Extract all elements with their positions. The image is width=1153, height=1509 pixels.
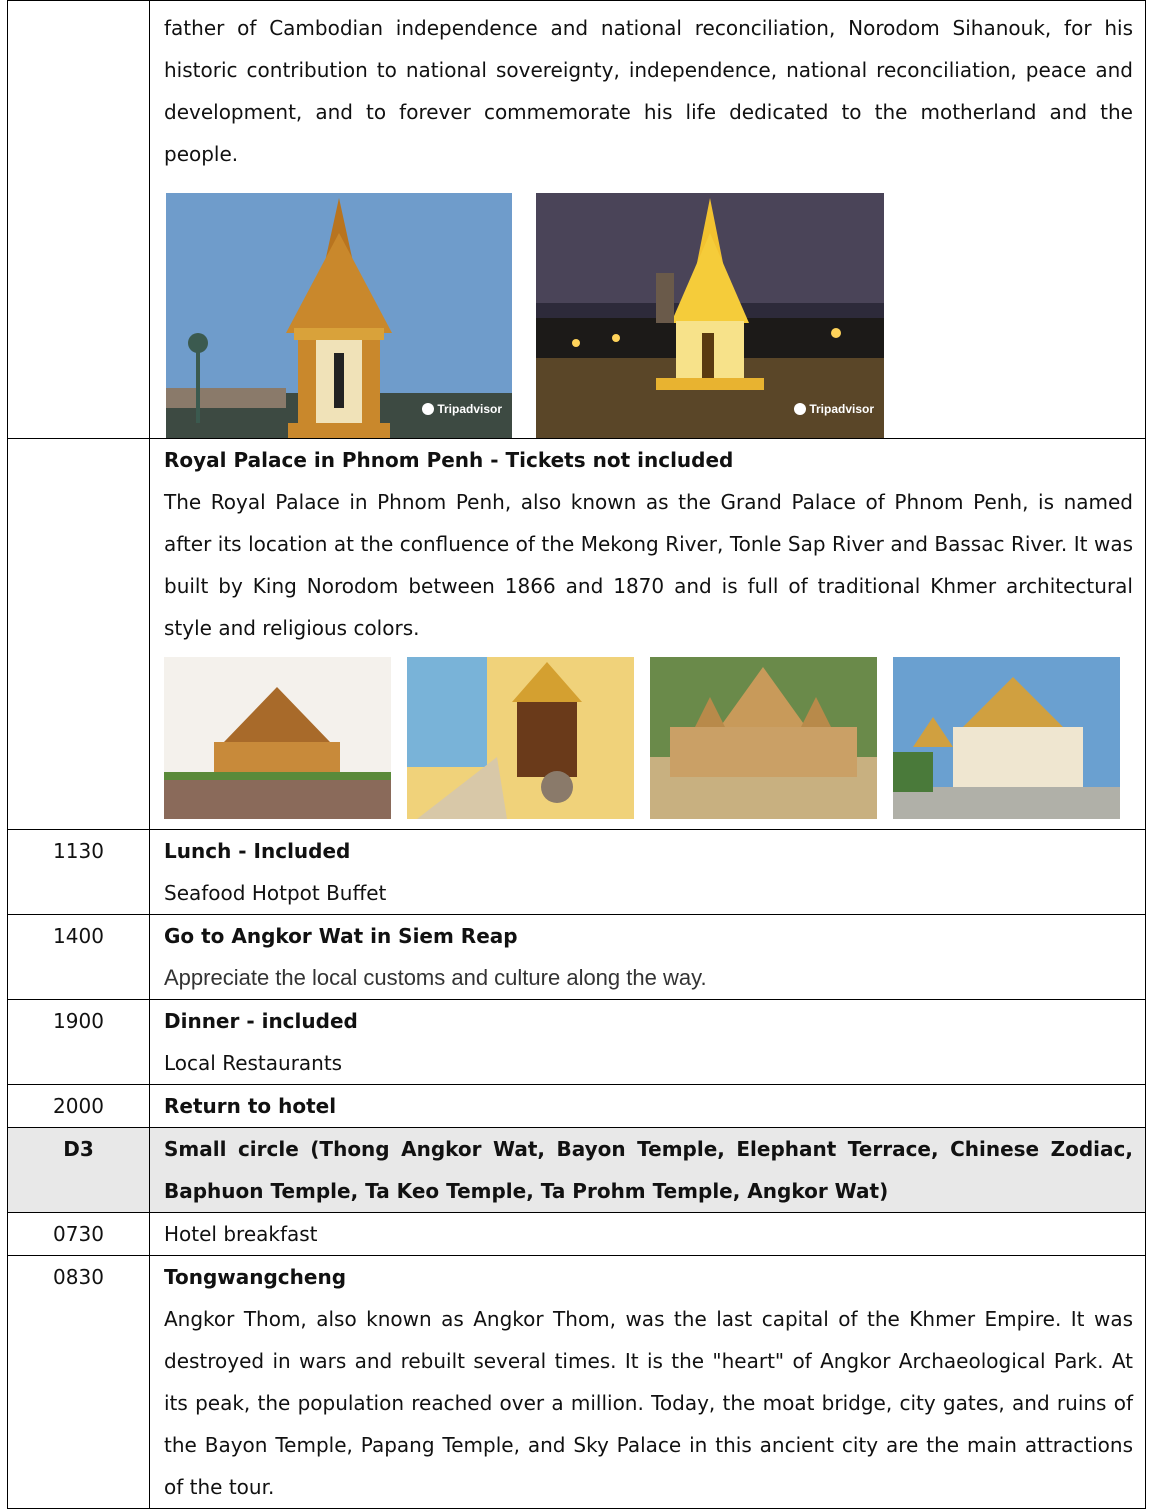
tripadvisor-watermark: Tripadvisor xyxy=(422,388,502,430)
itinerary-row-angkor xyxy=(8,915,1146,1000)
itinerary-row-palace xyxy=(8,439,1146,830)
dinner-title: Dinner - included xyxy=(164,1009,358,1033)
content-cell xyxy=(150,439,1146,830)
day-title: Small circle (Thong Angkor Wat, Bayon Temple, Elephant Terrace, Chinese Zodiac, Baphuon Temple, Ta Keo Temple, Ta Prohm Temple, Angkor Wat) xyxy=(164,1137,1133,1203)
time-cell xyxy=(8,1,150,439)
itinerary-row-day-header xyxy=(8,1128,1146,1213)
content-cell xyxy=(150,1213,1146,1256)
hotel-title: Return to hotel xyxy=(164,1094,337,1118)
angkor-title: Go to Angkor Wat in Siem Reap xyxy=(164,924,518,948)
palace-photo-4 xyxy=(893,657,1120,819)
content-cell xyxy=(150,1,1146,439)
palace-photo-2 xyxy=(407,657,634,819)
time-cell: 1900 xyxy=(8,1000,150,1085)
content-cell xyxy=(150,1085,1146,1128)
time-cell: 2000 xyxy=(8,1085,150,1128)
palace-photos xyxy=(164,657,1133,819)
dinner-description: Local Restaurants xyxy=(164,1051,343,1075)
content-cell xyxy=(150,915,1146,1000)
content-cell xyxy=(150,1256,1146,1509)
tong-title: Tongwangcheng xyxy=(164,1265,347,1289)
time-cell: 1130 xyxy=(8,830,150,915)
angkor-description: Appreciate the local customs and culture along the way. xyxy=(164,965,707,990)
itinerary-row-dinner xyxy=(8,1000,1146,1085)
lunch-title: Lunch - Included xyxy=(164,839,351,863)
time-cell: 0830 xyxy=(8,1256,150,1509)
monument-photos xyxy=(166,193,1133,438)
lunch-description: Seafood Hotpot Buffet xyxy=(164,881,387,905)
content-cell xyxy=(150,830,1146,915)
monument-day-photo xyxy=(166,193,512,438)
monument-description: father of Cambodian independence and national reconciliation, Norodom Sihanouk, for his historic contribution to national sovereignty, independence, national reconciliation, peace and development, and to forever commemorate his life dedicated to the motherland and the people. xyxy=(164,16,1133,166)
breakfast-text: Hotel breakfast xyxy=(164,1222,318,1246)
monument-night-photo xyxy=(536,193,884,438)
palace-photo-1 xyxy=(164,657,391,819)
palace-description: The Royal Palace in Phnom Penh, also known as the Grand Palace of Phnom Penh, is named after its location at the confluence of the Mekong River, Tonle Sap River and Bassac River. It was built by King Norodom between 1866 and 1870 and is full of traditional Khmer architectural style and religious colors. xyxy=(164,490,1133,640)
time-cell: 1400 xyxy=(8,915,150,1000)
itinerary-row-lunch xyxy=(8,830,1146,915)
itinerary-table xyxy=(7,0,1146,1509)
palace-photo-3 xyxy=(650,657,877,819)
time-cell: 0730 xyxy=(8,1213,150,1256)
palace-title: Royal Palace in Phnom Penh - Tickets not included xyxy=(164,448,734,472)
tripadvisor-watermark: Tripadvisor xyxy=(794,388,874,430)
content-cell xyxy=(150,1000,1146,1085)
itinerary-row-monument xyxy=(8,1,1146,439)
time-cell xyxy=(8,439,150,830)
tong-description: Angkor Thom, also known as Angkor Thom, was the last capital of the Khmer Empire. It was destroyed in wars and rebuilt several times. It is the "heart" of Angkor Archaeological Park. At its peak, the population reached over a million. Today, the moat bridge, city gates, and ruins of the Bayon Temple, Papang Temple, and Sky Palace in this ancient city are the main attractions of the tour. xyxy=(164,1307,1133,1499)
itinerary-row-breakfast xyxy=(8,1213,1146,1256)
itinerary-row-tongwangcheng xyxy=(8,1256,1146,1509)
tripadvisor-logo-icon xyxy=(422,403,434,415)
tripadvisor-logo-icon xyxy=(794,403,806,415)
day-cell: D3 xyxy=(8,1128,150,1213)
itinerary-row-hotel xyxy=(8,1085,1146,1128)
content-cell xyxy=(150,1128,1146,1213)
